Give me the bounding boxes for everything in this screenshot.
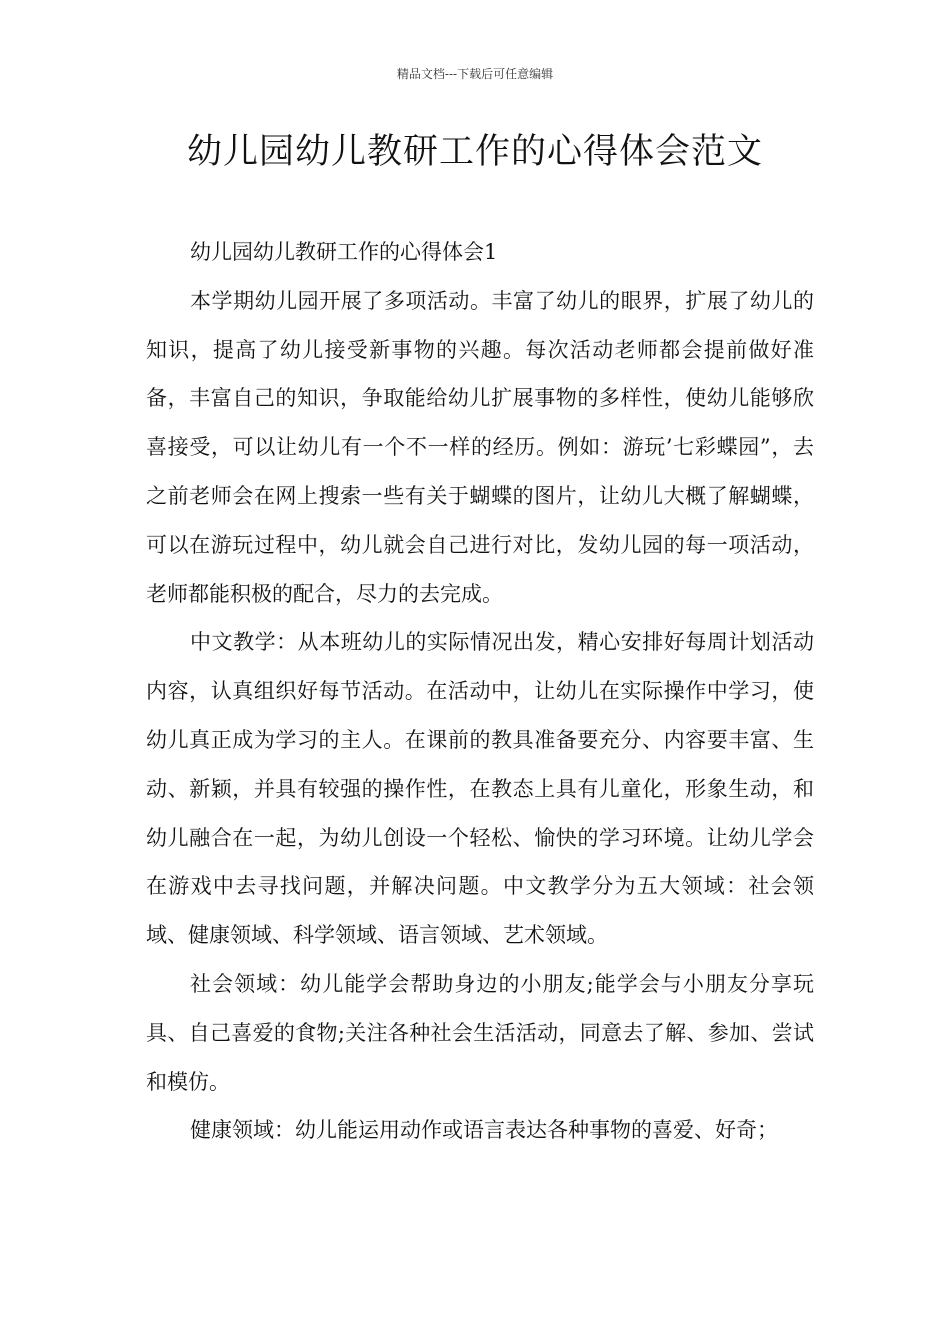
section-heading: 幼儿园幼儿教研工作的心得体会1: [190, 240, 498, 264]
paragraph-health-domain: 健康领域：幼儿能运用动作或语言表达各种事物的喜爱、好奇；: [190, 1118, 778, 1143]
paragraph-intro: 本学期幼儿园开展了多项活动。丰富了幼儿的眼界，扩展了幼儿的知识，提高了幼儿接受新事物的兴趣。每次活动老师都会提前做好准备，丰富自己的知识，争取能给幼儿扩展事物的多样性，使幼儿能够欣喜接受，可以让幼儿有一个不一样的经历。例如：游玩’七彩蝶园”，去之前老师会在网上搜索一些有关于蝴蝶的图片，让幼儿大概了解蝴蝶，可以在游玩过程中，幼儿就会自己进行对比，发幼儿园的每一项活动，老师都能积极的配合，尽力的去完成。: [146, 288, 814, 606]
paragraph-social-domain: 社会领域：幼儿能学会帮助身边的小朋友;能学会与小朋友分享玩具、自己喜爱的食物;关注各种社会生活活动，同意去了解、参加、尝试和模仿。: [146, 971, 814, 1094]
document-body: [146, 228, 814, 1155]
paragraph-chinese-teaching: 中文教学：从本班幼儿的实际情况出发，精心安排好每周计划活动内容，认真组织好每节活动。在活动中，让幼儿在实际操作中学习，使幼儿真正成为学习的主人。在课前的教具准备要充分、内容要丰富、生动、新颖，并具有较强的操作性，在教态上具有儿童化，形象生动，和幼儿融合在一起，为幼儿创设一个轻松、愉快的学习环境。让幼儿学会在游戏中去寻找问题，并解决问题。中文教学分为五大领域：社会领域、健康领域、科学领域、语言领域、艺术领域。: [146, 630, 814, 948]
header-note: 精品文档---下载后可任意编辑: [396, 67, 554, 81]
document-title: 幼儿园幼儿教研工作的心得体会范文: [186, 132, 763, 172]
